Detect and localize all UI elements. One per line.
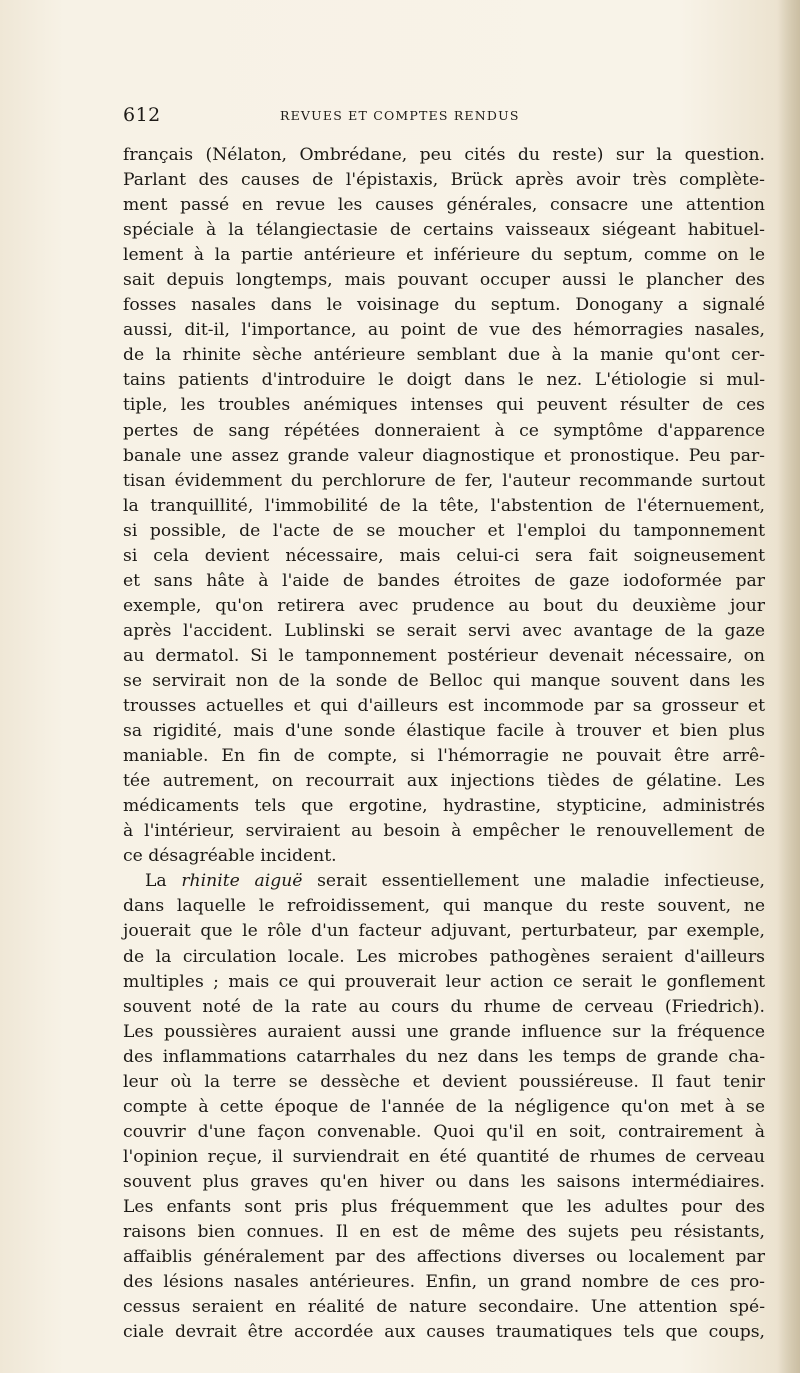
text-line: jouerait que le rôle d'un facteur adjuvant, perturbateur, par exemple, <box>123 921 765 942</box>
text-line: Les poussières auraient aussi une grande influence sur la fréquence <box>123 1021 765 1042</box>
text-line: maniable. En fin de compte, si l'hémorragie ne pouvait être arrê- <box>123 746 765 767</box>
text-line: affaiblis généralement par des affections diverses ou localement par <box>123 1247 765 1268</box>
text-line: raisons bien connues. Il en est de même des sujets peu résistants, <box>123 1222 765 1243</box>
text-line: de la rhinite sèche antérieure semblant due à la manie qu'ont cer- <box>123 345 765 366</box>
text-line: tiple, les troubles anémiques intenses qui peuvent résulter de ces <box>123 395 765 416</box>
page-edge-shadow <box>778 0 800 1373</box>
text-line: multiples ; mais ce qui prouverait leur action ce serait le gonflement <box>123 971 765 992</box>
text-line: lement à la partie antérieure et inférieure du septum, comme on le <box>123 245 765 266</box>
text-line: compte à cette époque de l'année de la négligence qu'on met à se <box>123 1096 765 1117</box>
text-line: l'opinion reçue, il surviendrait en été quantité de rhumes de cerveau <box>123 1146 765 1167</box>
text-line: médicaments tels que ergotine, hydrastine, stypticine, administrés <box>123 796 765 817</box>
text-line: trousses actuelles et qui d'ailleurs est incommode par sa grosseur et <box>123 696 765 717</box>
paragraph-epistaxis <box>123 143 765 869</box>
text-line: exemple, qu'on retirera avec prudence au bout du deuxième jour <box>123 595 765 616</box>
text-line: au dermatol. Si le tamponnement postérieur devenait nécessaire, on <box>123 645 765 666</box>
page-header <box>123 100 773 130</box>
body-text <box>123 143 765 1345</box>
text-line: leur où la terre se dessèche et devient poussiéreuse. Il faut tenir <box>123 1071 765 1092</box>
text-line: si cela devient nécessaire, mais celui-ci sera fait soigneusement <box>123 545 765 566</box>
text-line: souvent noté de la rate au cours du rhume de cerveau (Friedrich). <box>123 996 765 1017</box>
text-line: tisan évidemment du perchlorure de fer, l'auteur recommande surtout <box>123 470 765 491</box>
first-line-lead: La <box>145 871 182 892</box>
text-line: fosses nasales dans le voisinage du septum. Donogany a signalé <box>123 295 765 316</box>
text-line: sait depuis longtemps, mais pouvant occuper aussi le plancher des <box>123 270 765 291</box>
text-line: banale une assez grande valeur diagnostique et pronostique. Peu par- <box>123 445 765 466</box>
text-line: souvent plus graves qu'en hiver ou dans les saisons intermédiaires. <box>123 1171 765 1192</box>
paragraph-first-line <box>123 869 765 894</box>
text-line: et sans hâte à l'aide de bandes étroites de gaze iodoformée par <box>123 570 765 591</box>
text-line: français (Nélaton, Ombrédane, peu cités du reste) sur la question. <box>123 145 765 165</box>
text-line: Parlant des causes de l'épistaxis, Brück après avoir très complète- <box>123 170 765 191</box>
text-line: ce désagréable incident. <box>123 846 337 867</box>
text-line: cessus seraient en réalité de nature secondaire. Une attention spé- <box>123 1297 765 1318</box>
text-line: ment passé en revue les causes générales, consacre une attention <box>123 195 765 216</box>
first-line-rest: serait essentiellement une maladie infectieuse, <box>302 871 765 892</box>
text-line: couvrir d'une façon convenable. Quoi qu'il en soit, contrairement à <box>123 1121 765 1142</box>
text-line: se servirait non de la sonde de Belloc qui manque souvent dans les <box>123 670 765 691</box>
paragraph-rhinite-aigue <box>123 869 765 1345</box>
text-line: des inflammations catarrhales du nez dans les temps de grande cha- <box>123 1046 765 1067</box>
text-line: tée autrement, on recourrait aux injections tièdes de gélatine. Les <box>123 771 765 792</box>
text-line: la tranquillité, l'immobilité de la tête, l'abstention de l'éternuement, <box>123 495 765 516</box>
text-line: aussi, dit-il, l'importance, au point de vue des hémorragies nasales, <box>123 320 765 341</box>
text-line: dans laquelle le refroidissement, qui manque du reste souvent, ne <box>123 896 765 917</box>
page-number: 612 <box>123 104 161 126</box>
text-line: tains patients d'introduire le doigt dans le nez. L'étiologie si mul- <box>123 370 765 391</box>
text-line: ciale devrait être accordée aux causes traumatiques tels que coups, <box>123 1322 765 1343</box>
text-line: spéciale à la télangiectasie de certains vaisseaux siégeant habituel- <box>123 220 765 241</box>
text-line: des lésions nasales antérieures. Enfin, un grand nombre de ces pro- <box>123 1272 765 1293</box>
running-head: REVUES ET COMPTES RENDUS <box>280 108 520 123</box>
text-line: si possible, de l'acte de se moucher et l'emploi du tamponnement <box>123 520 765 541</box>
italic-term: rhinite aiguë <box>181 871 303 892</box>
text-line: Les enfants sont pris plus fréquemment que les adultes pour des <box>123 1196 765 1217</box>
text-line: de la circulation locale. Les microbes pathogènes seraient d'ailleurs <box>123 946 765 967</box>
text-line: à l'intérieur, serviraient au besoin à empêcher le renouvellement de <box>123 821 765 842</box>
text-line: après l'accident. Lublinski se serait servi avec avantage de la gaze <box>123 620 765 641</box>
text-line: sa rigidité, mais d'une sonde élastique facile à trouver et bien plus <box>123 721 765 742</box>
text-line: pertes de sang répétées donneraient à ce symptôme d'apparence <box>123 420 765 441</box>
